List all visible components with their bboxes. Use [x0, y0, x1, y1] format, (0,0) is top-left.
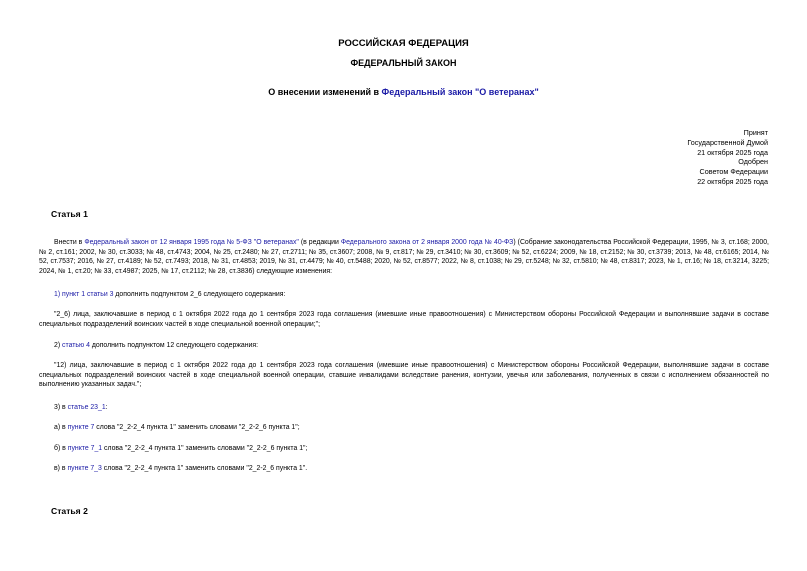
- item-1-quote: "2_6) лица, заключавшие в период с 1 октября 2022 года до 1 сентября 2023 года соглашения (имевшие иные правоотношения) с Министерством обороны Российской Федерации и выполнявшие задачи в составе специальных подразделений воинских частей в ходе специальной военной операции;";: [39, 311, 769, 328]
- subitem-b-link[interactable]: пункте 7_1: [67, 445, 103, 452]
- country-heading: РОССИЙСКАЯ ФЕДЕРАЦИЯ: [338, 38, 469, 49]
- approved-label: Одобрен: [738, 157, 768, 167]
- subitem-b: [39, 444, 769, 454]
- item-2-link[interactable]: статью 4: [62, 342, 90, 349]
- document-title: [0, 87, 807, 97]
- article-1-intro: [39, 238, 769, 277]
- subitem-a-link[interactable]: пункте 7: [67, 424, 95, 431]
- item-2-quote: "12) лица, заключавшие в период с 1 октября 2022 года до 1 сентября 2023 года соглашения (имевшие иные правоотношения) с Министерством обороны Российской Федерации, выполнявшие задачи в составе специальных подразделений воинских частей в ходе специальной военной операции, ставшие инвалидами вследствие ранения, контузии, увечья или заболевания, полученных в связи с исполнением обязанностей по выполнению указанных задач.";: [39, 362, 769, 389]
- item-2-number: 2): [54, 342, 63, 349]
- item-3: [39, 403, 769, 413]
- acceptance-block: [687, 128, 768, 187]
- article-1-heading: Статья 1: [51, 209, 88, 219]
- law-title-link[interactable]: Федеральный закон "О ветеранах": [381, 87, 539, 97]
- subitem-c-link[interactable]: пункте 7_3: [67, 465, 102, 472]
- item-1-text: дополнить подпунктом 2_6 следующего содержания:: [113, 291, 286, 298]
- subitem-b-text: слова "2_2-2_4 пункта 1" заменить словами "2_2-2_6 пункта 1";: [102, 445, 308, 452]
- intro-text-3: ) (Собрание законодательства Российской Федерации, 1995, № 3, ст.168; 2000, № 2, ст.161; 2002, № 30, ст.3033; № 48, ст.4743; 2004, № 25, ст.2480; № 27, ст.2711; № 35, ст.3607; 2008, № 9, ст.817; № 29, ст.3410; № 30, ст.3609; № 52, ст.6224; 2009, № 18, ст.2152; № 30, ст.3739; 2013, № 48, ст.6165; 2014, № 52, ст.7537; 2016, № 27, ст.4189; № 52, ст.7493; 2018, № 31, ст.4853; 2019, № 31, ст.4479; № 40, ст.5488; 2020, № 52, ст.8577; 2022, № 8, ст.1038; № 29, ст.5248; № 32, ст.5810; № 48, ст.8317; 2023, № 1, ст.16; № 18, ст.3214, 3225; 2024, № 1, ст.20; № 33, ст.4987; 2025, № 17, ст.2112; № 28, ст.3836) следующие изменения:: [39, 239, 769, 276]
- subitem-a-prefix: а) в: [54, 424, 68, 431]
- document-type-heading: ФЕДЕРАЛЬНЫЙ ЗАКОН: [350, 58, 457, 68]
- item-3-text: :: [105, 404, 108, 411]
- item-3-number: 3) в: [54, 404, 68, 411]
- item-3-link[interactable]: статье 23_1: [67, 404, 106, 411]
- intro-text-2: (в редакции: [298, 239, 341, 246]
- subitem-a-text: слова "2_2-2_4 пункта 1" заменить словами "2_2-2_6 пункта 1";: [94, 424, 300, 431]
- item-1: [39, 290, 769, 300]
- title-prefix: О внесении изменений в: [268, 87, 382, 97]
- law-5fz-link[interactable]: Федеральный закон от 12 января 1995 года № 5-ФЗ "О ветеранах": [84, 239, 299, 246]
- item-1-link[interactable]: пункт 1 статьи 3: [62, 291, 114, 298]
- approved-by: Советом Федерации: [699, 167, 768, 177]
- law-40fz-link[interactable]: Федерального закона от 2 января 2000 года № 40-ФЗ: [340, 239, 514, 246]
- item-2-text: дополнить подпунктом 12 следующего содержания:: [89, 342, 259, 349]
- subitem-c: [39, 464, 769, 474]
- item-2: [39, 341, 769, 351]
- approved-date: 22 октября 2025 года: [697, 176, 768, 186]
- subitem-a: [39, 423, 769, 433]
- subitem-c-prefix: в) в: [54, 465, 68, 472]
- accepted-by: Государственной Думой: [687, 137, 768, 147]
- intro-text-1: Внести в: [54, 239, 85, 246]
- accepted-date: 21 октября 2025 года: [697, 147, 768, 157]
- subitem-c-text: слова "2_2-2_4 пункта 1" заменить словами "2_2-2_6 пункта 1".: [101, 465, 308, 472]
- accepted-label: Принят: [743, 128, 768, 137]
- subitem-b-prefix: б) в: [54, 445, 68, 452]
- item-1-number: 1): [54, 291, 63, 298]
- article-2-heading: Статья 2: [51, 506, 88, 516]
